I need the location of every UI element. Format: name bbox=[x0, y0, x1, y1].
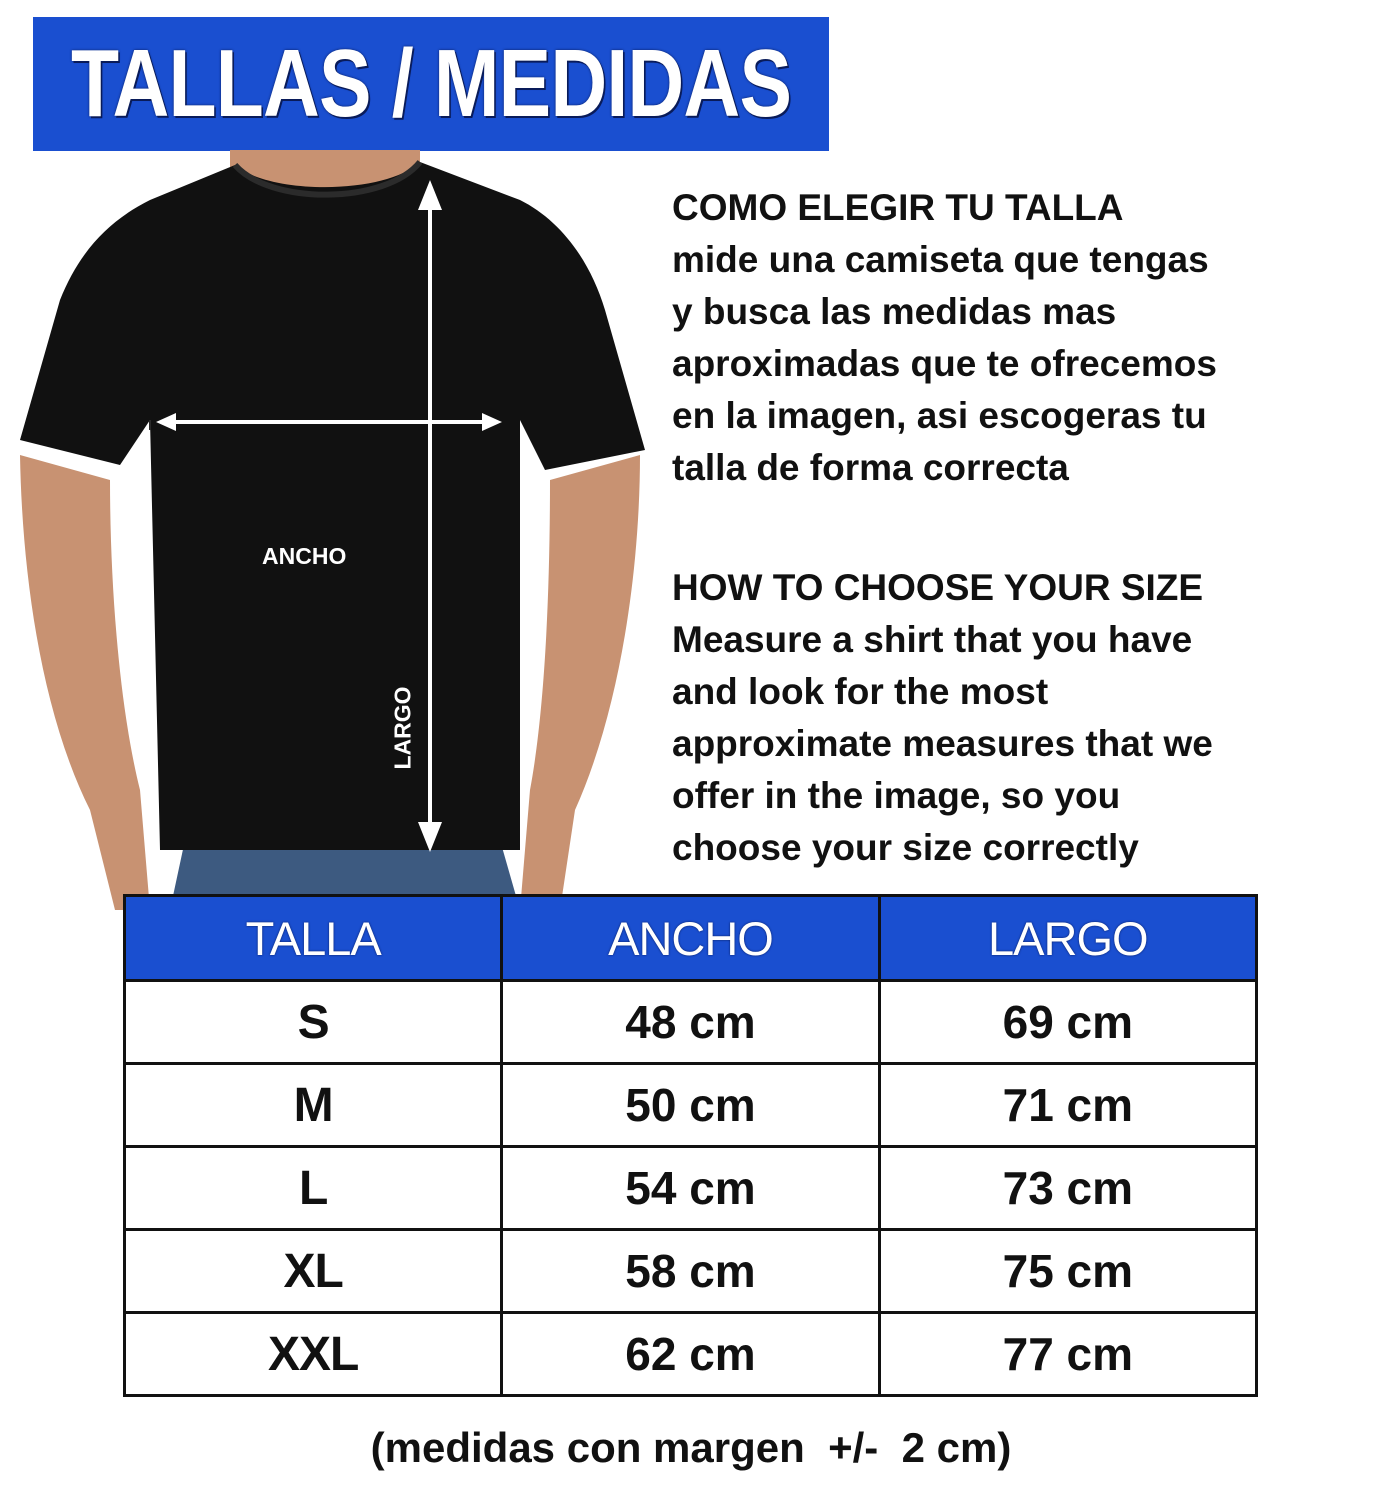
table-row bbox=[125, 1230, 1257, 1313]
instructions-line: approximate measures that we bbox=[672, 723, 1213, 764]
table-header-row bbox=[125, 896, 1257, 981]
column-header-talla: TALLA bbox=[125, 896, 502, 981]
t-shirt-figure bbox=[0, 150, 660, 930]
ancho-measure-label: ANCHO bbox=[262, 543, 347, 569]
instructions-line: offer in the image, so you bbox=[672, 775, 1121, 816]
table-row bbox=[125, 1313, 1257, 1396]
length-cell: 69 cm bbox=[879, 981, 1256, 1064]
length-cell: 73 cm bbox=[879, 1147, 1256, 1230]
size-cell: XL bbox=[125, 1230, 502, 1313]
instructions-line: y busca las medidas mas bbox=[672, 291, 1117, 332]
instructions-spanish bbox=[672, 182, 1372, 494]
length-cell: 77 cm bbox=[879, 1313, 1256, 1396]
instructions-line: en la imagen, asi escogeras tu bbox=[672, 395, 1207, 436]
table-row bbox=[125, 1064, 1257, 1147]
instructions-line: mide una camiseta que tengas bbox=[672, 239, 1209, 280]
length-cell: 75 cm bbox=[879, 1230, 1256, 1313]
width-cell: 58 cm bbox=[502, 1230, 879, 1313]
largo-measure-label: LARGO bbox=[389, 686, 416, 770]
size-table bbox=[123, 894, 1258, 1397]
title-banner bbox=[33, 17, 829, 151]
length-cell: 71 cm bbox=[879, 1064, 1256, 1147]
width-cell: 48 cm bbox=[502, 981, 879, 1064]
size-cell: M bbox=[125, 1064, 502, 1147]
size-cell: L bbox=[125, 1147, 502, 1230]
tolerance-footnote: (medidas con margen +/- 2 cm) bbox=[370, 1424, 1012, 1471]
instructions-line: aproximadas que te ofrecemos bbox=[672, 343, 1217, 384]
size-cell: XXL bbox=[125, 1313, 502, 1396]
instructions-line: Measure a shirt that you have bbox=[672, 619, 1193, 660]
instructions-english bbox=[672, 562, 1372, 874]
instructions-line: choose your size correctly bbox=[672, 827, 1139, 868]
instructions-heading: HOW TO CHOOSE YOUR SIZE bbox=[672, 567, 1204, 608]
width-cell: 62 cm bbox=[502, 1313, 879, 1396]
width-cell: 50 cm bbox=[502, 1064, 879, 1147]
t-shirt-model-icon bbox=[0, 150, 660, 930]
instructions-line: and look for the most bbox=[672, 671, 1049, 712]
table-row bbox=[125, 1147, 1257, 1230]
column-header-largo: LARGO bbox=[879, 896, 1256, 981]
table-row bbox=[125, 981, 1257, 1064]
instructions-heading: COMO ELEGIR TU TALLA bbox=[672, 187, 1124, 228]
size-cell: S bbox=[125, 981, 502, 1064]
width-cell: 54 cm bbox=[502, 1147, 879, 1230]
instructions-line: talla de forma correcta bbox=[672, 447, 1069, 488]
page-title: TALLAS / MEDIDAS bbox=[70, 30, 792, 137]
column-header-ancho: ANCHO bbox=[502, 896, 879, 981]
